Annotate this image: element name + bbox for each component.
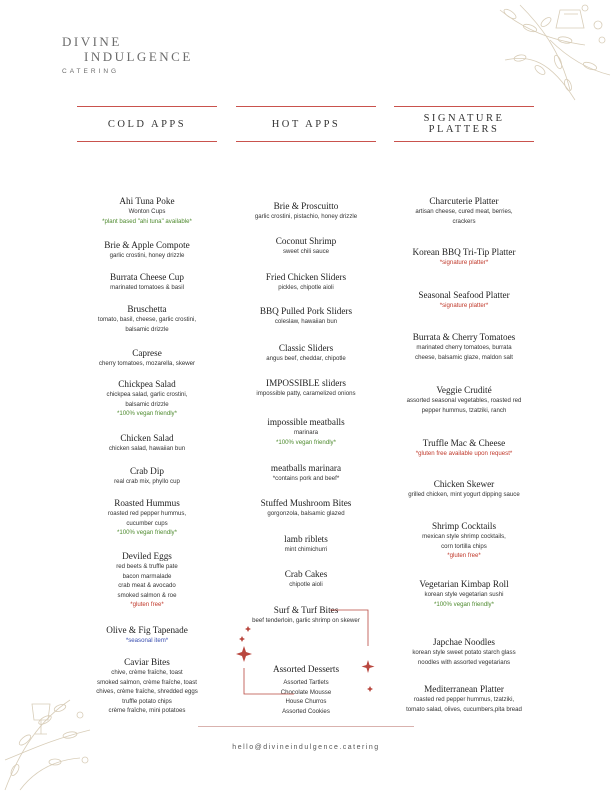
item-desc: chickpea salad, garlic crostini, [106,391,188,398]
item-desc: pepper hummus, tzatziki, ranch [421,406,507,414]
item-desc: Chocolate Mousse [280,688,332,696]
item-name: IMPOSSIBLE sliders [266,378,346,388]
item-name: Stuffed Mushroom Bites [260,498,352,508]
brand-logo [62,34,193,76]
item-name: Shrimp Cocktails [431,521,497,531]
item-note: *100% vegan friendly* [276,438,336,446]
item-desc: red beets & truffle pate [116,563,178,570]
item-desc: chipotle aioli [289,581,323,588]
item-desc: assorted seasonal vegetables, roasted red [406,397,522,404]
item-desc: chives, crème fraîche, shredded eggs [96,688,198,695]
menu-item [62,432,232,454]
item-name: lamb riblets [284,534,328,544]
menu-item [379,578,549,609]
item-name: Chicken Skewer [433,479,495,489]
column-signature-platters [394,106,534,713]
item-name: Seasonal Seafood Platter [418,290,510,300]
item-name: Ahi Tuna Poke [119,196,175,206]
menu-item [221,462,391,484]
menu-item [62,271,232,293]
item-desc: Assorted Cookies [282,707,330,715]
item-desc: bacon marmalade [122,572,172,580]
menu-item [62,347,232,369]
item-desc: noodles with assorted vegetarians [417,658,511,666]
item-name: Brie & Proscuitto [273,201,339,211]
menu-item [379,384,549,415]
item-desc: chicken salad, hawaiian bun [108,445,186,452]
dessert-frame-decoration [234,606,378,698]
item-name: Chickpea Salad [118,379,176,389]
item-desc: balsamic drizzle [125,400,169,408]
item-desc: crackers [452,217,476,225]
item-name: Assorted Desserts [272,664,340,674]
menu-item [62,656,232,716]
contact-email[interactable]: hello@divineindulgence.catering [232,744,380,751]
menu-item [379,195,549,226]
menu-item [62,378,232,419]
menu-item [379,289,549,311]
menu-item [62,497,232,538]
item-name: Olive & Fig Tapenade [106,625,188,635]
item-desc: coleslaw, hawaiian bun [274,318,338,325]
menu-item [379,437,549,459]
item-name: meatballs marinara [270,463,342,473]
item-note: *plant based "ahi tuna" available* [102,217,192,225]
item-desc: sweet chili sauce [282,248,330,255]
item-desc: tomato salad, olives, cucumbers,pita bread [406,705,522,713]
menu-item [62,550,232,610]
item-desc: garlic crostini, honey drizzle [109,252,185,259]
menu-item [221,305,391,327]
item-desc: pickles, chipotle aioli [278,284,334,291]
column-header: HOT APPS [236,106,376,142]
item-name: impossible meatballs [267,417,345,427]
item-desc: chive, crème fraîche, toast [111,669,183,676]
item-name: Chicken Salad [120,433,174,443]
item-desc: impossible patty, caramelized onions [256,390,356,397]
item-name: Roasted Hummus [114,498,180,508]
menu-item [379,520,549,561]
item-note: *signature platter* [439,302,489,309]
item-desc: beef tenderloin, garlic shrimp on skewer [252,617,360,624]
item-name: Japchae Noodles [433,637,495,647]
menu-item [379,246,549,268]
item-desc: *contains pork and beef* [272,475,340,482]
menu-item [221,377,391,399]
item-note: *gluten free available upon request* [415,450,513,457]
item-name: Korean BBQ Tri-Tip Platter [412,247,516,257]
item-note: *signature platter* [439,259,489,266]
item-desc: smoked salmon, crème fraîche, toast [97,678,197,686]
item-name: Coconut Shrimp [275,236,337,246]
item-desc: House Churros [285,698,327,705]
item-name: Brie & Apple Compote [104,240,190,250]
menu-item [62,195,232,226]
column-header [394,106,534,142]
item-name: Crab Cakes [284,569,328,579]
item-name: Vegetarian Kimbap Roll [419,579,509,589]
item-desc: angus beef, cheddar, chipotle [266,355,346,362]
item-desc: corn tortilla chips [441,542,487,550]
brand-line-1: DIVINE [62,34,122,49]
floral-top-right-decoration [490,0,612,112]
menu-item [379,636,549,667]
item-desc: roasted red pepper hummus, tzatziki, [413,696,515,703]
item-desc: gorgonzola, balsamic glazed [267,510,345,517]
menu-item [221,235,391,257]
item-desc: crab meat & avocado [118,582,176,589]
menu-item [221,342,391,364]
footer-divider [198,726,414,727]
menu-item [221,271,391,293]
item-desc: cucumber cups [126,519,168,527]
menu-item [62,239,232,261]
item-name: Classic Sliders [278,343,334,353]
item-name: Burrata Cheese Cup [110,272,184,282]
column-cold-apps [77,106,217,714]
menu-item [379,683,549,714]
item-name: Burrata & Cherry Tomatoes [412,332,516,342]
item-desc: marinated tomatoes & basil [110,284,184,291]
item-note: *seasonal item* [125,637,169,644]
item-note: *100% vegan friendly* [117,529,177,536]
item-desc: balsamic drizzle [125,325,169,333]
menu-item [62,624,232,646]
item-desc: real crab mix, phyllo cup [114,478,180,485]
item-name: Bruschetta [127,304,167,314]
item-name: Charcuterie Platter [429,196,499,206]
item-note: *100% vegan friendly* [434,600,494,608]
menu-item [62,465,232,487]
item-name: Deviled Eggs [122,551,172,561]
column-header: COLD APPS [77,106,217,142]
item-desc: artisan cheese, cured meat, berries, [415,208,513,215]
item-name: Truffle Mac & Cheese [422,438,506,448]
item-desc: truffle potato chips [122,697,172,705]
item-desc: grilled chicken, mint yogurt dipping sauce [408,491,520,498]
item-note: *100% vegan friendly* [117,410,177,417]
item-name: Caprese [132,348,162,358]
item-name: Surf & Turf Bites [273,605,339,615]
brand-line-2: INDULGENCE [84,49,193,64]
menu-item [221,533,391,555]
item-name: Mediterranean Platter [424,684,504,694]
item-name: BBQ Pulled Pork Sliders [259,306,353,316]
menu-item [62,303,232,334]
item-desc: Assorted Tartlets [283,679,329,686]
item-desc: mint chimichurri [284,546,328,553]
item-name: Fried Chicken Sliders [265,272,347,282]
item-desc: mexican style shrimp cocktails, [422,533,506,540]
item-desc: smoked salmon & roe [117,591,177,599]
item-desc: Wonton Cups [128,208,166,215]
item-desc: tomato, basil, cheese, garlic crostini, [97,316,197,323]
item-name: Crab Dip [130,466,164,476]
item-desc: garlic crostini, pistachio, honey drizzle [254,213,358,220]
item-name: Caviar Bites [124,657,170,667]
item-desc: roasted red pepper hummus, [107,510,187,517]
item-desc: marinara [293,429,319,436]
item-desc: marinated cherry tomatoes, burrata [416,344,512,351]
item-desc: crème fraîche, mini potatoes [108,707,186,714]
item-note: *gluten free* [130,601,164,608]
menu-item [221,200,391,222]
menu-item [379,478,549,500]
item-desc: cherry tomatoes, mozarella, skewer [98,360,196,367]
menu-item [379,331,549,362]
brand-line-3: CATERING [62,68,120,75]
menu-item [221,416,391,447]
item-desc: korean style sweet potato starch glass [412,649,516,656]
menu-item [221,568,391,590]
column-header-line: SIGNATURE [423,113,505,124]
menu-item [221,497,391,519]
item-desc: cheese, balsamic glaze, maldon salt [415,353,513,361]
item-name: Veggie Crudité [436,385,492,395]
item-note: *gluten free* [447,552,481,559]
column-header-line: PLATTERS [428,124,500,135]
item-desc: korean style vegetarian sushi [424,591,504,598]
